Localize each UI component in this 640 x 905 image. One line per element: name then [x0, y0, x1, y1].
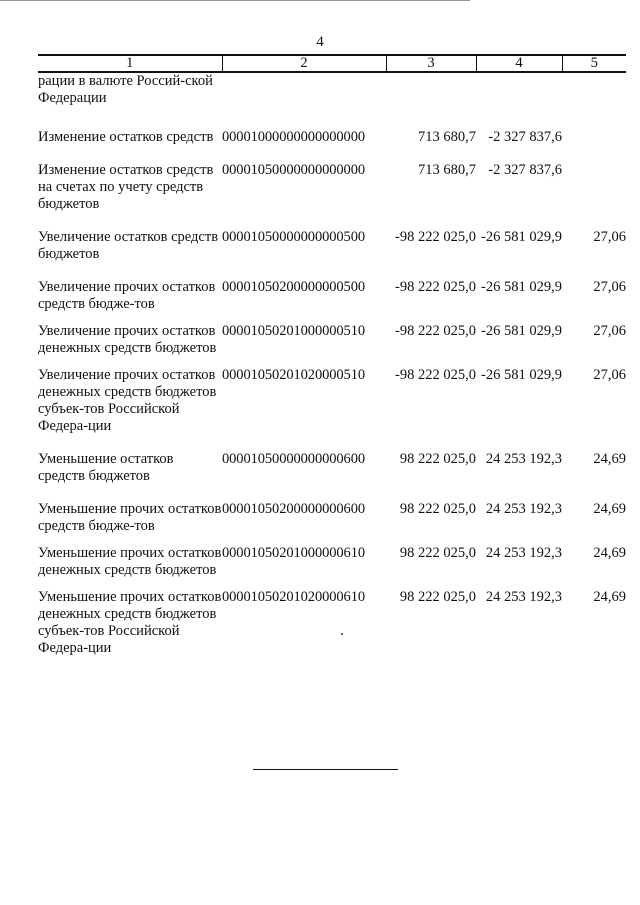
column-header-3: 3 — [386, 55, 476, 72]
row-col3: 713 680,7 — [418, 162, 476, 178]
row-col5: 24,69 — [593, 501, 626, 517]
row-code: 00001000000000000000 — [222, 129, 366, 145]
row-col4: -26 581 029,9 — [481, 323, 562, 339]
table-header-row — [38, 55, 626, 72]
row-col5 — [562, 162, 626, 229]
row-col3 — [386, 72, 476, 129]
table-row — [38, 451, 626, 501]
table-row — [38, 589, 626, 657]
row-col5: 27,06 — [593, 367, 626, 383]
row-col3: -98 222 025,0 — [395, 367, 476, 383]
row-col4: -2 327 837,6 — [488, 129, 562, 145]
row-code: 00001050000000000500 — [222, 229, 366, 245]
row-col5 — [562, 72, 626, 129]
table-row — [38, 545, 626, 589]
row-col5: 24,69 — [593, 451, 626, 467]
row-code: 00001050201000000610 — [222, 545, 366, 561]
row-col4: 24 253 192,3 — [485, 545, 562, 561]
row-code: 00001050201020000610 — [222, 589, 366, 605]
row-col3: 98 222 025,0 — [399, 501, 476, 517]
table-row — [38, 72, 626, 129]
row-col4: -26 581 029,9 — [481, 229, 562, 245]
table-row — [38, 323, 626, 367]
table-row — [38, 162, 626, 229]
row-code: 00001050201020000510 — [222, 367, 366, 383]
row-code: 00001050200000000500 — [222, 279, 366, 295]
budget-table — [38, 54, 626, 657]
row-code: 00001050201000000510 — [222, 323, 366, 339]
scan-speck — [341, 633, 343, 635]
column-header-4: 4 — [476, 55, 562, 72]
row-name: Уменьшение остатков средств бюджетов — [38, 451, 174, 484]
row-name: Увеличение прочих остатков денежных средств бюджетов — [38, 323, 217, 356]
row-name: Уменьшение прочих остатков средств бюдже-тов — [38, 501, 222, 534]
row-col3: 713 680,7 — [418, 129, 476, 145]
row-code — [222, 72, 386, 129]
table-row — [38, 229, 626, 279]
row-col4: -26 581 029,9 — [481, 367, 562, 383]
row-name: Уменьшение прочих остатков денежных средств бюджетов субъек-тов Российской Федера-ции — [38, 589, 222, 656]
row-name: Изменение остатков средств — [38, 129, 214, 145]
row-col5: 27,06 — [593, 279, 626, 295]
row-col5: 27,06 — [593, 229, 626, 245]
row-col5: 24,69 — [593, 589, 626, 605]
column-header-2: 2 — [222, 55, 386, 72]
row-col4: 24 253 192,3 — [485, 451, 562, 467]
row-col5: 27,06 — [593, 323, 626, 339]
row-code: 00001050000000000000 — [222, 162, 366, 178]
table-row — [38, 501, 626, 545]
table-row — [38, 367, 626, 451]
row-col3: 98 222 025,0 — [399, 589, 476, 605]
row-name: рации в валюте Россий-ской Федерации — [38, 73, 213, 106]
row-col3: 98 222 025,0 — [399, 545, 476, 561]
column-header-1: 1 — [38, 55, 222, 72]
page-number: 4 — [316, 34, 324, 50]
row-col4: 24 253 192,3 — [485, 589, 562, 605]
column-header-5: 5 — [562, 55, 626, 72]
row-name: Уменьшение прочих остатков денежных средств бюджетов — [38, 545, 222, 578]
row-code: 00001050200000000600 — [222, 501, 366, 517]
row-col3: -98 222 025,0 — [395, 323, 476, 339]
table-row — [38, 279, 626, 323]
table-row — [38, 129, 626, 162]
row-col5 — [562, 129, 626, 162]
row-col3: -98 222 025,0 — [395, 229, 476, 245]
row-col4: -26 581 029,9 — [481, 279, 562, 295]
row-col3: -98 222 025,0 — [395, 279, 476, 295]
row-name: Изменение остатков средств на счетах по учету средств бюджетов — [38, 162, 214, 212]
row-col4: 24 253 192,3 — [485, 501, 562, 517]
end-separator-line — [253, 769, 398, 770]
scan-top-rule — [0, 0, 470, 1]
row-col5: 24,69 — [593, 545, 626, 561]
row-col4: -2 327 837,6 — [488, 162, 562, 178]
row-name: Увеличение прочих остатков средств бюдже-тов — [38, 279, 216, 312]
row-name: Увеличение остатков средств бюджетов — [38, 229, 219, 262]
row-col3: 98 222 025,0 — [399, 451, 476, 467]
row-code: 00001050000000000600 — [222, 451, 366, 467]
row-name: Увеличение прочих остатков денежных средств бюджетов субъек-тов Российской Федера-ции — [38, 367, 217, 434]
row-col4 — [476, 72, 562, 129]
